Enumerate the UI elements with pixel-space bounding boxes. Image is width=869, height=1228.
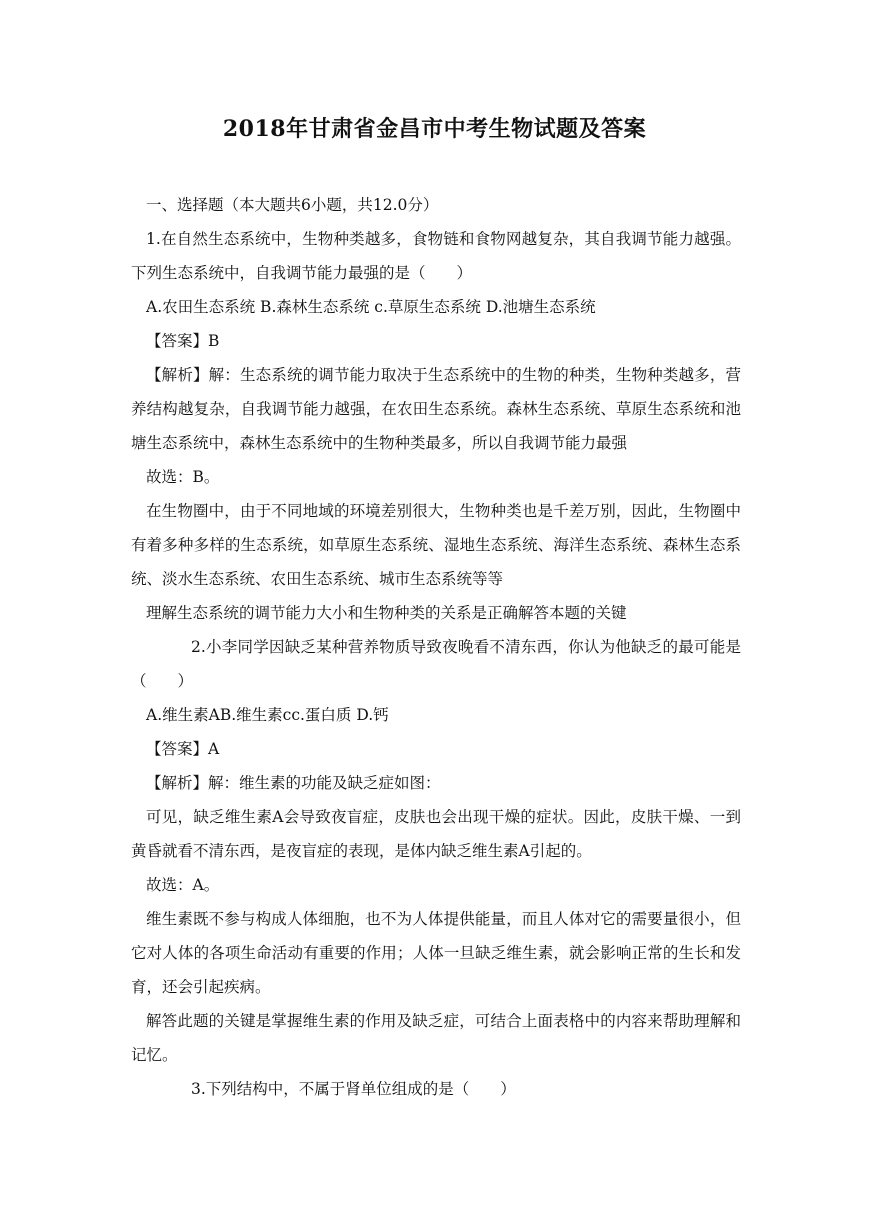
question-2-choice: 故选：A。 bbox=[146, 876, 220, 894]
question-1-choice: 故选：B。 bbox=[146, 468, 220, 486]
question-1: 1.在自然生态系统中，生物种类越多，食物链和食物网越复杂，其自我调节能力越强。下列生态系统中，自我调节能力最强的是（ ） bbox=[131, 230, 741, 282]
document-title: 2018年甘肃省金昌市中考生物试题及答案 bbox=[222, 116, 647, 142]
question-2-key-point: 解答此题的关键是掌握维生素的作用及缺乏症，可结合上面表格中的内容来帮助理解和记忆。 bbox=[131, 1012, 741, 1064]
question-2-explanation: 维生素既不参与构成人体细胞，也不为人体提供能量，而且人体对它的需要量很小，但它对人体的各项生命活动有重要的作用；人体一旦缺乏维生素，就会影响正常的生长和发育，还会引起疾病。 bbox=[131, 910, 741, 996]
question-2-conclusion: 可见，缺乏维生素A会导致夜盲症，皮肤也会出现干燥的症状。因此，皮肤干燥、一到黄昏就看不清东西，是夜盲症的表现，是体内缺乏维生素A引起的。 bbox=[131, 808, 741, 860]
question-3: 3.下列结构中，不属于肾单位组成的是（ ） bbox=[191, 1080, 516, 1098]
question-2-options: A.维生素AB.维生素cc.蛋白质 D.钙 bbox=[146, 706, 389, 724]
question-1-analysis: 【解析】解：生态系统的调节能力取决于生态系统中的生物的种类，生物种类越多，营养结构越复杂，自我调节能力越强，在农田生态系统。森林生态系统、草原生态系统和池塘生态系统中，森林生态系统中的生物种类最多，所以自我调节能力最强 bbox=[131, 366, 741, 452]
question-1-explanation: 在生物圈中，由于不同地域的环境差别很大，生物种类也是千差万别，因此，生物圈中有着多种多样的生态系统，如草原生态系统、湿地生态系统、海洋生态系统、森林生态系统、淡水生态系统、农田生态系统、城市生态系统等等 bbox=[131, 502, 741, 588]
question-2-answer: 【答案】A bbox=[146, 740, 220, 758]
document-body bbox=[131, 188, 741, 1106]
question-2: 2.小李同学因缺乏某种营养物质导致夜晚看不清东西，你认为他缺乏的最可能是（ ） bbox=[131, 638, 741, 690]
section-heading: 一、选择题（本大题共6小题，共12.0分） bbox=[146, 196, 439, 214]
question-2-analysis: 【解析】解：维生素的功能及缺乏症如图： bbox=[146, 774, 441, 792]
question-1-options: A.农田生态系统 B.森林生态系统 c.草原生态系统 D.池塘生态系统 bbox=[146, 298, 596, 316]
question-1-answer: 【答案】B bbox=[146, 332, 220, 350]
question-1-key-point: 理解生态系统的调节能力大小和生物种类的关系是正确解答本题的关键 bbox=[146, 604, 627, 622]
